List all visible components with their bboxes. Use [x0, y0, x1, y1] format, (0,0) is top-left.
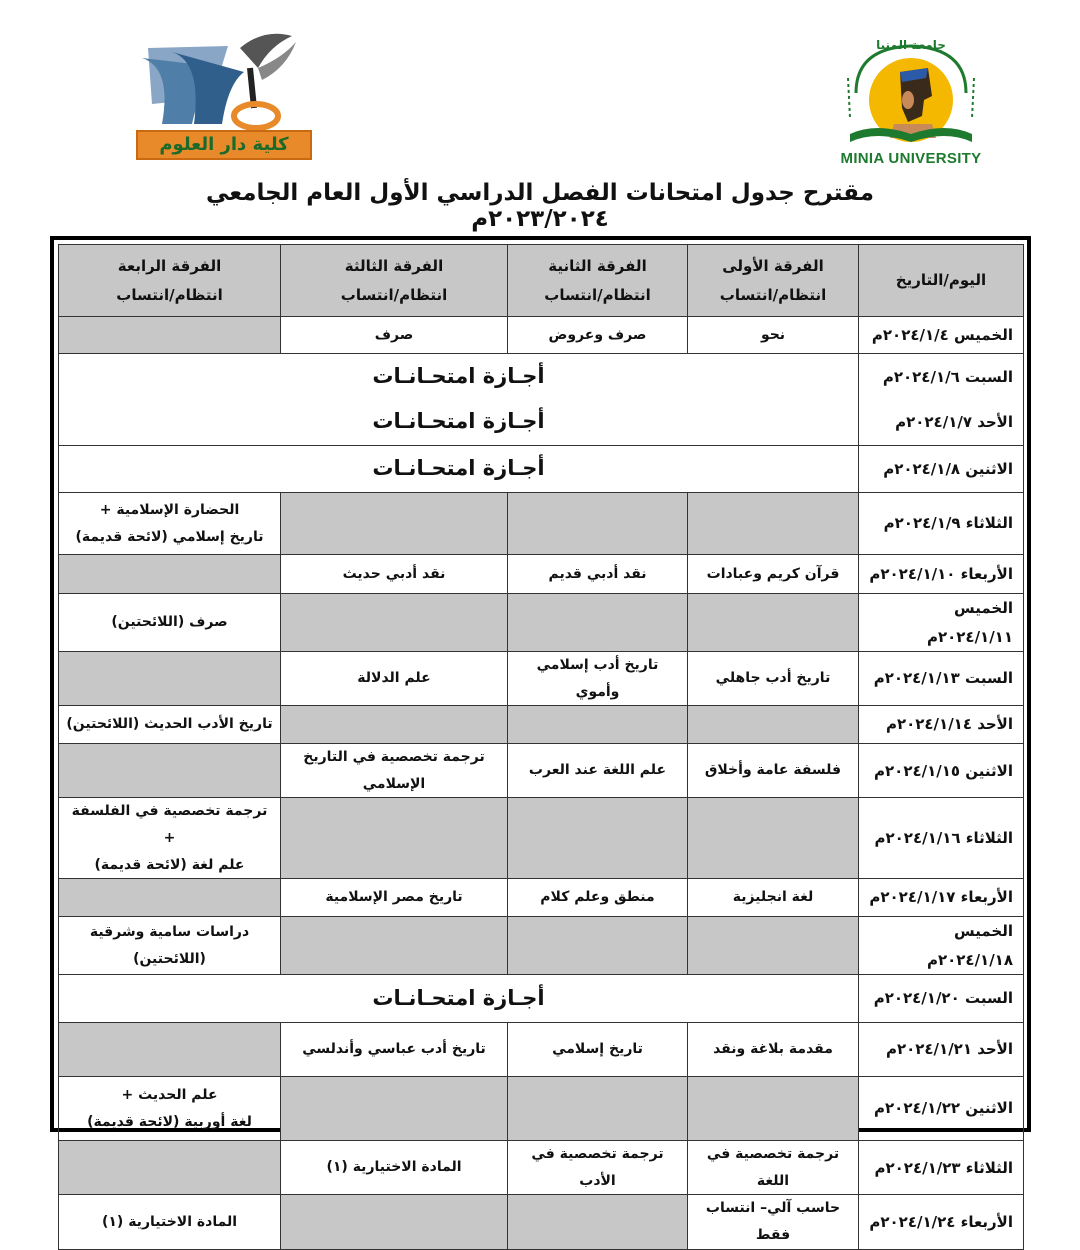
university-arabic-name: جامعة المنيا: [876, 38, 946, 52]
exam-date: الاثنين ٢٠٢٤/١/٨م: [859, 446, 1024, 493]
exam-cell-group-4: [59, 1077, 281, 1141]
exam-date: الثلاثاء ٢٠٢٤/١/٩م: [859, 493, 1024, 555]
table-header-row: [59, 245, 1024, 317]
header-group-2-label: الفرقة الثانية: [548, 257, 647, 275]
header-group-2: [508, 245, 688, 317]
holiday-label: أجـازة امتحـانـات: [59, 975, 859, 1023]
exam-cell-group-4: [59, 798, 281, 879]
exam-cell-group-1: [688, 493, 859, 555]
header-group-1: [688, 245, 859, 317]
table-row: [59, 1141, 1024, 1195]
header-group-3-label: الفرقة الثالثة: [344, 257, 444, 275]
table-row: [59, 555, 1024, 594]
exam-cell-group-1: قرآن كريم وعبادات: [688, 555, 859, 594]
exam-cell-group-4: [59, 317, 281, 354]
table-row-holiday: [59, 446, 1024, 493]
exam-cell-group-2: [508, 798, 688, 879]
table-row: [59, 1195, 1024, 1249]
exam-cell-group-3: ترجمة تخصصية في التاريخ الإسلامي: [281, 744, 508, 798]
exam-cell-group-3: [281, 1077, 508, 1141]
exam-date: الخميس ٢٠٢٤/١/١٨م: [859, 917, 1024, 975]
header-group-1-mode: انتظام/انتساب: [719, 285, 827, 304]
faculty-logo-banner: كلية دار العلوم: [136, 130, 312, 160]
exam-cell-group-4: [59, 555, 281, 594]
exam-cell-group-2: نقد أدبي قديم: [508, 555, 688, 594]
exam-date: الأربعاء ٢٠٢٤/١/١٠م: [859, 555, 1024, 594]
exam-cell-group-3: علم الدلالة: [281, 652, 508, 706]
table-row-holiday: [59, 975, 1024, 1023]
exam-cell-group-3: [281, 1195, 508, 1249]
exam-cell-group-2: [508, 917, 688, 975]
header-group-4-mode: انتظام/انتساب: [116, 285, 223, 304]
exam-cell-group-4: صرف (اللائحتين): [59, 594, 281, 652]
exam-cell-group-2: تاريخ إسلامي: [508, 1023, 688, 1077]
exam-date: الاثنين ٢٠٢٤/١/٢٢م: [859, 1077, 1024, 1141]
table-row: [59, 493, 1024, 555]
exam-cell-group-2: [508, 1195, 688, 1249]
exam-cell-group-3: نقد أدبي حديث: [281, 555, 508, 594]
exam-cell-group-1: ترجمة تخصصية في اللغة: [688, 1141, 859, 1195]
holiday-label: أجـازة امتحـانـات: [59, 354, 859, 400]
exam-cell-group-4: [59, 1141, 281, 1195]
table-row: [59, 917, 1024, 975]
exam-date: الأحد ٢٠٢٤/١/٧م: [859, 400, 1024, 446]
table-row: [59, 317, 1024, 354]
exam-cell-group-1: [688, 594, 859, 652]
exam-cell-group-3: [281, 594, 508, 652]
exam-cell-group-1: [688, 798, 859, 879]
exam-cell-group-3: المادة الاختيارية (١): [281, 1141, 508, 1195]
exam-cell-line-1: ترجمة تخصصية في الفلسفة +: [71, 803, 268, 846]
header-group-4: [59, 245, 281, 317]
nefertiti-emblem-icon: [836, 38, 986, 150]
faculty-logo: [132, 28, 318, 168]
header-group-3: [281, 245, 508, 317]
table-row-holiday: [59, 354, 1024, 400]
exam-cell-group-2: [508, 493, 688, 555]
exam-cell-group-1: نحو: [688, 317, 859, 354]
exam-cell-group-3: [281, 493, 508, 555]
exam-cell-group-4: تاريخ الأدب الحديث (اللائحتين): [59, 706, 281, 744]
minia-university-logo: [836, 38, 986, 173]
table-row: [59, 879, 1024, 917]
exam-date: الثلاثاء ٢٠٢٤/١/٢٣م: [859, 1141, 1024, 1195]
exam-date: السبت ٢٠٢٤/١/٢٠م: [859, 975, 1024, 1023]
exam-cell-line-1: علم الحديث +: [121, 1087, 218, 1104]
exam-cell-group-1: فلسفة عامة وأخلاق: [688, 744, 859, 798]
holiday-label: أجـازة امتحـانـات: [59, 446, 859, 493]
exam-cell-group-3: [281, 798, 508, 879]
table-row: [59, 744, 1024, 798]
exam-date: الأربعاء ٢٠٢٤/١/٢٤م: [859, 1195, 1024, 1249]
page-title: مقترح جدول امتحانات الفصل الدراسي الأول العام الجامعي ٢٠٢٣/٢٠٢٤م: [206, 180, 874, 232]
exam-cell-group-2: منطق وعلم كلام: [508, 879, 688, 917]
exam-cell-line-2: علم لغة (لائحة قديمة): [94, 856, 245, 873]
exam-schedule-frame: [50, 236, 1031, 1243]
exam-date: الخميس ٢٠٢٤/١/٤م: [859, 317, 1024, 354]
exam-date: السبت ٢٠٢٤/١/٦م: [859, 354, 1024, 400]
exam-cell-group-1: لغة انجليزية: [688, 879, 859, 917]
table-row-holiday: [59, 400, 1024, 446]
exam-cell-group-2: صرف وعروض: [508, 317, 688, 354]
exam-cell-group-4: المادة الاختيارية (١): [59, 1195, 281, 1249]
exam-date: الثلاثاء ٢٠٢٤/١/١٦م: [859, 798, 1024, 879]
exam-cell-group-3: تاريخ مصر الإسلامية: [281, 879, 508, 917]
exam-cell-group-3: [281, 917, 508, 975]
header-group-1-label: الفرقة الأولى: [722, 257, 824, 275]
exam-cell-group-4: [59, 493, 281, 555]
university-name: MINIA UNIVERSITY: [840, 150, 982, 167]
table-row: [59, 1023, 1024, 1077]
exam-cell-group-1: [688, 917, 859, 975]
exam-date: الأربعاء ٢٠٢٤/١/١٧م: [859, 879, 1024, 917]
holiday-label: أجـازة امتحـانـات: [59, 400, 859, 446]
exam-date: الأحد ٢٠٢٤/١/١٤م: [859, 706, 1024, 744]
exam-schedule-table: [58, 244, 1024, 1250]
table-row: [59, 652, 1024, 706]
exam-date: الخميس ٢٠٢٤/١/١١م: [859, 594, 1024, 652]
table-row: [59, 594, 1024, 652]
exam-cell-group-2: تاريخ أدب إسلامي وأموي: [508, 652, 688, 706]
table-row: [59, 706, 1024, 744]
header-group-3-mode: انتظام/انتساب: [340, 285, 448, 304]
exam-cell-group-3: [281, 706, 508, 744]
exam-date: الاثنين ٢٠٢٤/١/١٥م: [859, 744, 1024, 798]
exam-cell-group-1: تاريخ أدب جاهلي: [688, 652, 859, 706]
header-day-date: اليوم/التاريخ: [859, 245, 1024, 317]
exam-cell-line-2: لغة أوربية (لائحة قديمة): [87, 1113, 252, 1130]
exam-cell-group-3: صرف: [281, 317, 508, 354]
exam-date: السبت ٢٠٢٤/١/١٣م: [859, 652, 1024, 706]
table-row: [59, 798, 1024, 879]
exam-cell-group-3: تاريخ أدب عباسي وأندلسي: [281, 1023, 508, 1077]
exam-date: الأحد ٢٠٢٤/١/٢١م: [859, 1023, 1024, 1077]
exam-cell-group-1: مقدمة بلاغة ونقد: [688, 1023, 859, 1077]
exam-cell-line-2: تاريخ إسلامي (لائحة قديمة): [75, 528, 264, 545]
exam-cell-group-4: دراسات سامية وشرقية (اللائحتين): [59, 917, 281, 975]
exam-cell-group-4: [59, 744, 281, 798]
exam-cell-group-2: علم اللغة عند العرب: [508, 744, 688, 798]
exam-cell-group-2: [508, 594, 688, 652]
header-group-4-label: الفرقة الرابعة: [117, 257, 222, 275]
exam-cell-line-1: الحضارة الإسلامية +: [99, 501, 240, 518]
exam-cell-group-4: [59, 879, 281, 917]
table-row: [59, 1077, 1024, 1141]
exam-cell-group-2: ترجمة تخصصية في الأدب: [508, 1141, 688, 1195]
exam-cell-group-1: حاسب آلي– انتساب فقط: [688, 1195, 859, 1249]
header-group-2-mode: انتظام/انتساب: [544, 285, 651, 304]
exam-cell-group-1: [688, 1077, 859, 1141]
exam-cell-group-2: [508, 706, 688, 744]
exam-cell-group-4: [59, 1023, 281, 1077]
exam-cell-group-1: [688, 706, 859, 744]
exam-cell-group-4: [59, 652, 281, 706]
exam-cell-group-2: [508, 1077, 688, 1141]
faculty-emblem-icon: [132, 28, 318, 132]
